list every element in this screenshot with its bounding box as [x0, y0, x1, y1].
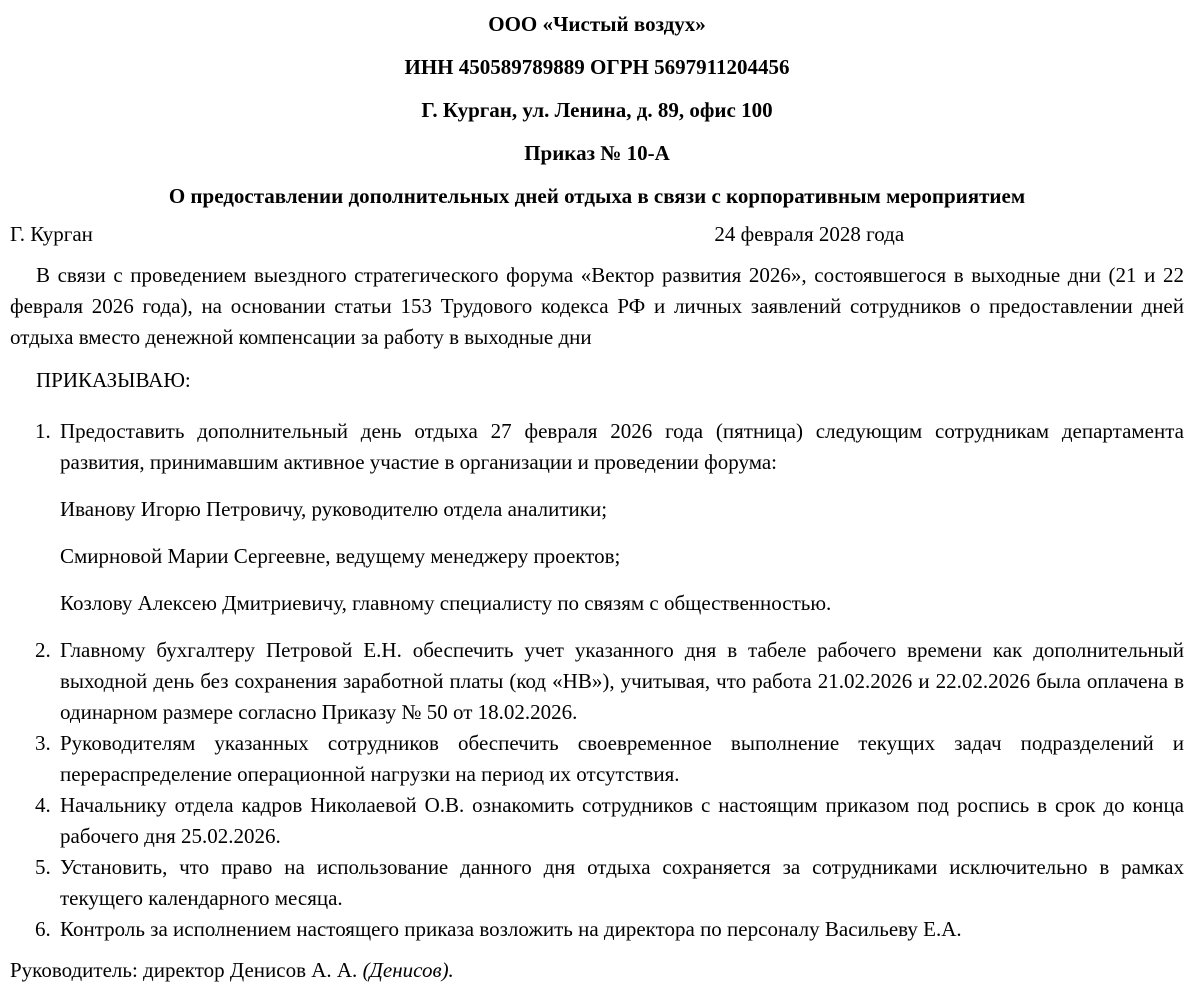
order-subject: О предоставлении дополнительных дней отдыха в связи с корпоративным мероприятием [168, 184, 1026, 208]
item-2-text: Главному бухгалтеру Петровой Е.Н. обеспечить учет указанного дня в табеле рабочего времени как дополнительный выходной день без сохранения заработной платы (код «НВ»), учитывая, что работа 21.02.2026 и 22.02.2026 была оплачена в одинарном размере согласно Приказу № 50 от 18.02.2026. [60, 638, 1184, 724]
employee-line-3: Козлову Алексею Дмитриевичу, главному специалисту по связям с общественностью. [60, 591, 832, 615]
item-3-number: 3. [35, 731, 51, 755]
item-4-text: Начальнику отдела кадров Николаевой О.В. ознакомить сотрудников с настоящим приказом под роспись в срок до конца рабочего дня 25.02.2026. [60, 793, 1184, 848]
order-item-2 [10, 635, 1184, 728]
item-6-number: 6. [35, 917, 51, 941]
signature-line [10, 955, 1184, 984]
company-name: ООО «Чистый воздух» [488, 12, 706, 36]
item-5-number: 5. [35, 855, 51, 879]
signature-handwritten: (Денисов). [362, 958, 454, 982]
preamble-paragraph: В связи с проведением выездного стратегического форума «Вектор развития 2026», состоявшегося в выходные дни (21 и 22 февраля 2026 года), на основании статьи 153 Трудового кодекса РФ и личных заявлений сотрудников о предоставлении дней отдыха вместо денежной компенсации за работу в выходные дни [10, 263, 1184, 349]
order-place: Г. Курган [10, 222, 93, 246]
item-2-number: 2. [35, 638, 51, 662]
order-item-1 [10, 416, 1184, 478]
item-5-text: Установить, что право на использование данного дня отдыха сохраняется за сотрудниками исключительно в рамках текущего календарного месяца. [60, 855, 1184, 910]
employee-line-2: Смирновой Марии Сергеевне, ведущему менеджеру проектов; [60, 544, 621, 568]
order-date: 24 февраля 2028 года [714, 222, 905, 246]
item-4-number: 4. [35, 793, 51, 817]
order-item-5 [10, 852, 1184, 914]
place-date-row [10, 219, 1184, 250]
item-3-text: Руководителям указанных сотрудников обеспечить своевременное выполнение текущих задач подразделений и перераспределение операционной нагрузки на период их отсутствия. [60, 731, 1184, 786]
order-item-3 [10, 728, 1184, 790]
item-1-number: 1. [35, 419, 51, 443]
signature-text: Руководитель: директор Денисов А. А. [10, 958, 358, 982]
order-number: Приказ № 10-А [524, 141, 670, 165]
order-item-4 [10, 790, 1184, 852]
company-registration: ИНН 450589789889 ОГРН 5697911204456 [404, 55, 790, 79]
item-1-text: Предоставить дополнительный день отдыха 27 февраля 2026 года (пятница) следующим сотрудникам департамента развития, принимавшим активное участие в организации и проведении форума: [60, 419, 1184, 474]
employee-line-1: Иванову Игорю Петровичу, руководителю отдела аналитики; [60, 497, 608, 521]
resolution-word: ПРИКАЗЫВАЮ: [36, 368, 191, 392]
order-item-6 [10, 914, 1184, 945]
item-6-text: Контроль за исполнением настоящего приказа возложить на директора по персоналу Васильеву Е.А. [60, 917, 962, 941]
company-address: Г. Курган, ул. Ленина, д. 89, офис 100 [421, 98, 773, 122]
